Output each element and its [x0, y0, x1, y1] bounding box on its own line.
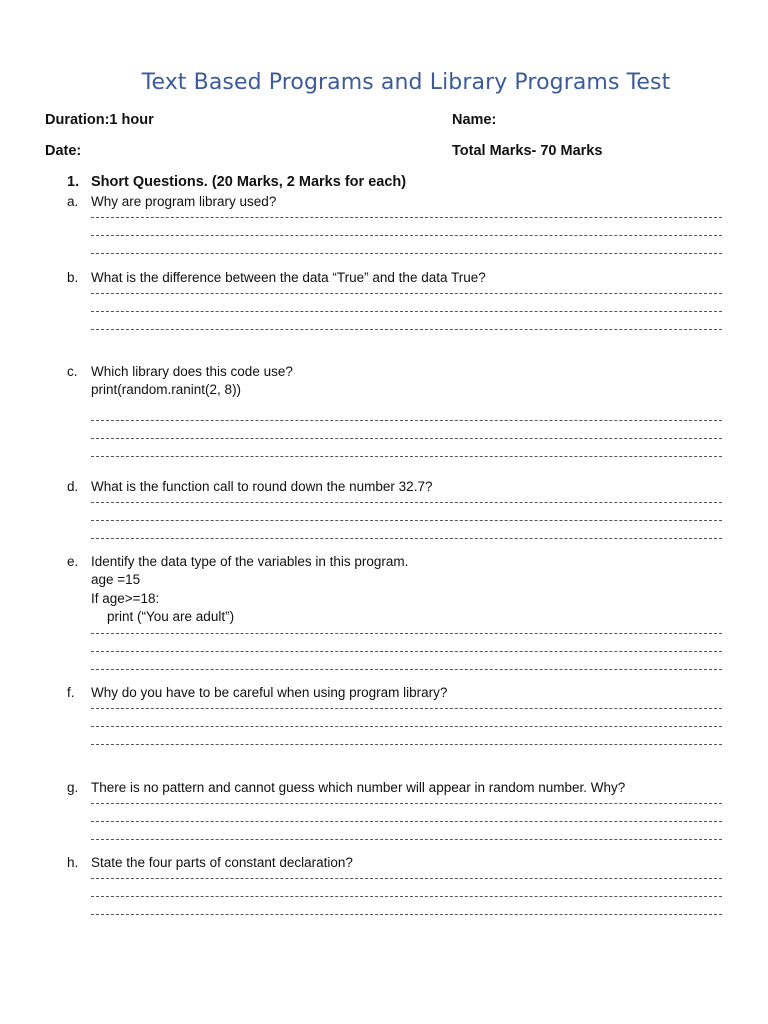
answer-line [91, 708, 722, 710]
question-label: b. [67, 270, 79, 285]
question-b [67, 268, 722, 331]
question-e [67, 552, 722, 671]
code-line: If age>=18: [91, 590, 160, 606]
answer-line [91, 538, 722, 540]
question-label: d. [67, 479, 79, 494]
question-label: a. [67, 194, 79, 209]
question-h [67, 853, 722, 916]
page-title: Text Based Programs and Library Programs Test [141, 70, 671, 95]
section-title: Short Questions. (20 Marks, 2 Marks for each) [91, 174, 407, 190]
answer-line [91, 726, 722, 728]
question-text: There is no pattern and cannot guess which number will appear in random number. Why? [91, 780, 626, 795]
name-label: Name: [452, 112, 497, 128]
answer-line [91, 438, 722, 440]
question-text: What is the function call to round down the number 32.7? [91, 479, 433, 494]
answer-line [91, 914, 722, 916]
answer-line [91, 669, 722, 671]
answer-line [91, 502, 722, 504]
question-label: e. [67, 554, 79, 569]
answer-line [91, 293, 722, 295]
question-d [67, 477, 722, 540]
answer-line [91, 235, 722, 237]
question-label: h. [67, 855, 79, 870]
answer-line [91, 821, 722, 823]
question-text: Why do you have to be careful when using program library? [91, 685, 448, 700]
answer-line [91, 311, 722, 313]
answer-line [91, 878, 722, 880]
code-line: age =15 [91, 572, 141, 587]
answer-line [91, 456, 722, 458]
section-heading [67, 174, 406, 190]
code-line: print (“You are adult”) [107, 609, 235, 624]
question-label: c. [67, 364, 78, 379]
question-g [67, 778, 722, 841]
answer-line [91, 217, 722, 219]
section-number: 1. [67, 174, 80, 190]
question-c [67, 362, 722, 458]
answer-line [91, 520, 722, 522]
answer-line [91, 329, 722, 331]
duration-label: Duration:1 hour [45, 112, 154, 128]
answer-line [91, 651, 722, 653]
question-text: State the four parts of constant declaration? [91, 855, 353, 870]
question-text: What is the difference between the data “True” and the data True? [91, 270, 486, 285]
question-text: Why are program library used? [91, 194, 277, 209]
answer-line [91, 744, 722, 746]
answer-line [91, 803, 722, 805]
answer-line [91, 633, 722, 635]
answer-line [91, 253, 722, 255]
answer-line [91, 839, 722, 841]
question-text: Which library does this code use? [91, 364, 293, 379]
date-label: Date: [45, 143, 82, 159]
code-line: print(random.ranint(2, 8)) [91, 382, 242, 397]
question-text: Identify the data type of the variables in this program. [91, 554, 409, 569]
question-f [67, 683, 722, 746]
total-marks-label: Total Marks- 70 Marks [452, 143, 603, 159]
answer-line [91, 896, 722, 898]
question-label: g. [67, 780, 79, 795]
question-label: f. [67, 685, 75, 700]
answer-line [91, 420, 722, 422]
question-a [67, 192, 722, 255]
